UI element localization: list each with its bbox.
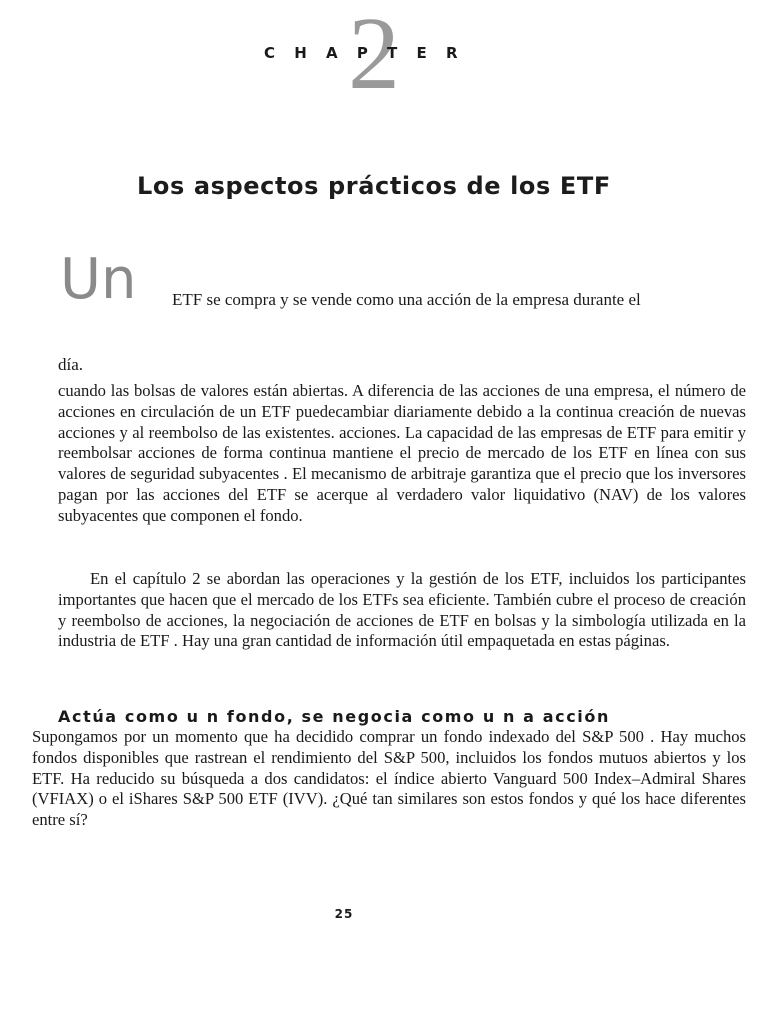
body-paragraph-2: En el capítulo 2 se abordan las operaciones y la gestión de los ETF, incluidos los participantes importantes que hacen que el mercado de los ETFs sea eficiente. También cubre el proceso de creación y reembolso de acciones, la negociación de acciones de ETF en bolsas y la simbología utilizada en la industria de ETF . Hay una gran cantidad de información útil empaquetada en estas páginas. [58, 569, 746, 651]
intro-dropword: Un [60, 247, 137, 312]
body-paragraph-1: cuando las bolsas de valores están abiertas. A diferencia de las acciones de una empresa, el número de acciones en circulación de un ETF puedecambiar diariamente debido a la continua creación de nuevas acciones y al reembolso de las existentes. acciones. La capacidad de las empresas de ETF para emitir y reembolsar acciones de forma continua mantiene el precio de mercado de los ETF en línea con sus valores de seguridad subyacentes . El mecanismo de arbitraje garantiza que el precio que los inversores pagan por las acciones del ETF se acerque al verdadero valor liquidativo (NAV) de los valores subyacentes que componen el fondo. [58, 381, 746, 525]
section-paragraph: Supongamos por un momento que ha decidido comprar un fondo indexado del S&P 500 . Hay muchos fondos disponibles que rastrean el rendimiento del S&P 500, incluidos los fondos mutuos abiertos y los ETF. Ha reducido su búsqueda a dos candidatos: el índice abierto Vanguard 500 Index–Admiral Shares (VFIAX) o el iShares S&P 500 ETF (IVV). ¿Qué tan similares son estos fondos y qué los hace diferentes entre sí? [32, 727, 746, 830]
chapter-title: Los aspectos prácticos de los ETF [137, 172, 611, 201]
page-number: 25 [334, 907, 354, 921]
intro-lead-line: ETF se compra y se vende como una acción de la empresa durante el [172, 290, 641, 309]
chapter-label: C H A P T E R [264, 44, 465, 62]
section-heading: Actúa como u n fondo, se negocia como u n a acción [58, 707, 610, 727]
intro-continuation: día. [58, 355, 84, 374]
chapter-number: 2 [348, 0, 400, 111]
